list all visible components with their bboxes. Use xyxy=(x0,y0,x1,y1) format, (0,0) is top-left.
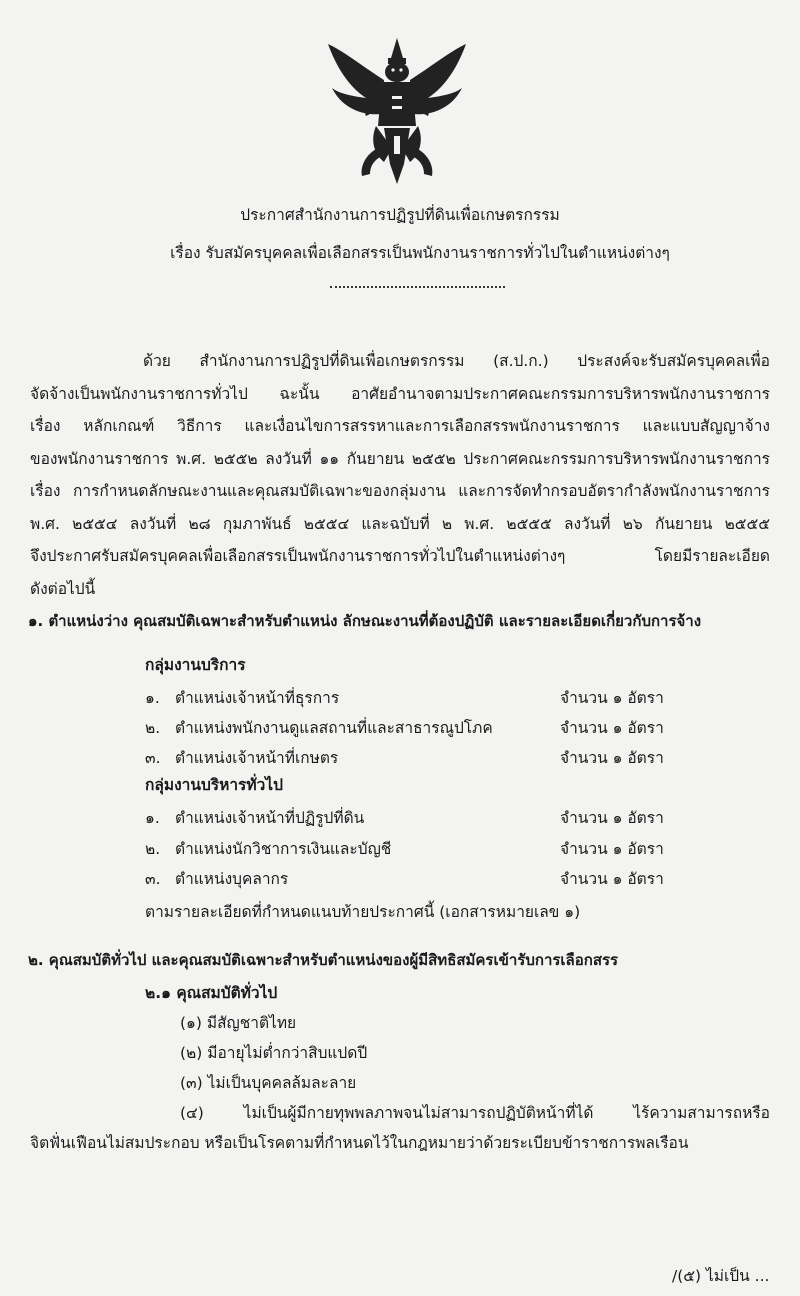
intro-line: ดังต่อไปนี้ xyxy=(30,579,96,598)
intro-line: จัดจ้างเป็นพนักงานราชการทั่วไป ฉะนั้น อาศัยอำนาจตามประกาศคณะกรรมการบริหารพนักงานราชการ xyxy=(30,384,770,403)
position-number: ๑. xyxy=(145,689,160,707)
intro-line: ด้วย สำนักงานการปฏิรูปที่ดินเพื่อเกษตรกรรม (ส.ป.ก.) ประสงค์จะรับสมัครบุคคลเพื่อ xyxy=(143,352,770,370)
announcement-title: ประกาศสำนักงานการปฏิรูปที่ดินเพื่อเกษตรกรรม xyxy=(240,206,560,224)
position-title: ตำแหน่งเจ้าหน้าที่ธุรการ xyxy=(175,689,340,707)
dotted-divider xyxy=(330,286,505,288)
qualification-item: (๒) มีอายุไม่ต่ำกว่าสิบแปดปี xyxy=(180,1044,368,1062)
position-number: ๓. xyxy=(145,870,161,888)
position-number: ๒. xyxy=(145,719,161,737)
position-amount: จำนวน ๑ อัตรา xyxy=(560,809,664,827)
position-title: ตำแหน่งเจ้าหน้าที่ปฏิรูปที่ดิน xyxy=(175,809,365,827)
attachment-note: ตามรายละเอียดที่กำหนดแนบท้ายประกาศนี้ (เอกสารหมายเลข ๑) xyxy=(145,903,581,921)
intro-line: เรื่อง หลักเกณฑ์ วิธีการ และเงื่อนไขการสรรหาและการเลือกสรรพนักงานราชการ และแบบสัญญาจ้าง xyxy=(30,417,770,435)
position-number: ๑. xyxy=(145,809,160,827)
intro-paragraph xyxy=(30,345,770,605)
qualification-item-continuation: จิตฟั่นเฟือนไม่สมประกอบ หรือเป็นโรคตามที่กำหนดไว้ในกฎหมายว่าด้วยระเบียบข้าราชการพลเรือน xyxy=(30,1134,689,1152)
position-amount: จำนวน ๑ อัตรา xyxy=(560,840,664,858)
section-1-heading: ๑. ตำแหน่งว่าง คุณสมบัติเฉพาะสำหรับตำแหน่ง ลักษณะงานที่ต้องปฏิบัติ และรายละเอียดเกี่ยวกับการจ้าง xyxy=(28,612,702,630)
position-amount: จำนวน ๑ อัตรา xyxy=(560,719,664,737)
position-amount: จำนวน ๑ อัตรา xyxy=(560,749,664,767)
section-2-heading: ๒. คุณสมบัติทั่วไป และคุณสมบัติเฉพาะสำหรับตำแหน่งของผู้มีสิทธิสมัครเข้ารับการเลือกสรร xyxy=(28,951,619,969)
position-title: ตำแหน่งบุคลากร xyxy=(175,870,289,888)
position-number: ๒. xyxy=(145,840,161,858)
page-continuation: /(๕) ไม่เป็น ... xyxy=(672,1267,770,1285)
position-title: ตำแหน่งนักวิชาการเงินและบัญชี xyxy=(175,840,392,858)
qualification-item: (๔) ไม่เป็นผู้มีกายทุพพลภาพจนไม่สามารถปฏิบัติหน้าที่ได้ ไร้ความสามารถหรือ xyxy=(180,1104,770,1122)
position-title: ตำแหน่งพนักงานดูแลสถานที่และสาธารณูปโภค xyxy=(175,719,493,737)
position-title: ตำแหน่งเจ้าหน้าที่เกษตร xyxy=(175,749,339,767)
position-number: ๓. xyxy=(145,749,161,767)
intro-line: พ.ศ. ๒๕๕๔ ลงวันที่ ๒๘ กุมภาพันธ์ ๒๕๕๔ และฉบับที่ ๒ พ.ศ. ๒๕๕๕ ลงวันที่ ๒๖ กันยายน ๒๕๕๕ xyxy=(30,514,770,533)
intro-line: ของพนักงานราชการ พ.ศ. ๒๕๕๒ ลงวันที่ ๑๑ กันยายน ๒๕๕๒ ประกาศคณะกรรมการบริหารพนักงานราชการ xyxy=(30,449,770,468)
section-2-1-heading: ๒.๑ คุณสมบัติทั่วไป xyxy=(145,984,278,1002)
intro-line: เรื่อง การกำหนดลักษณะงานและคุณสมบัติเฉพาะของกลุ่มงาน และการจัดทำกรอบอัตรากำลังพนักงานราชการ xyxy=(30,482,770,500)
group-heading: กลุ่มงานบริหารทั่วไป xyxy=(145,776,283,794)
announcement-subject: เรื่อง รับสมัครบุคคลเพื่อเลือกสรรเป็นพนักงานราชการทั่วไปในตำแหน่งต่างๆ xyxy=(170,244,670,262)
intro-line: จึงประกาศรับสมัครบุคคลเพื่อเลือกสรรเป็นพนักงานราชการทั่วไปในตำแหน่งต่างๆ โดยมีรายละเอียด xyxy=(30,547,770,565)
qualification-item: (๑) มีสัญชาติไทย xyxy=(180,1014,297,1032)
position-amount: จำนวน ๑ อัตรา xyxy=(560,689,664,707)
qualification-item: (๓) ไม่เป็นบุคคลล้มละลาย xyxy=(180,1074,357,1092)
garuda-emblem-icon xyxy=(322,36,472,186)
position-amount: จำนวน ๑ อัตรา xyxy=(560,870,664,888)
group-heading: กลุ่มงานบริการ xyxy=(145,656,246,674)
